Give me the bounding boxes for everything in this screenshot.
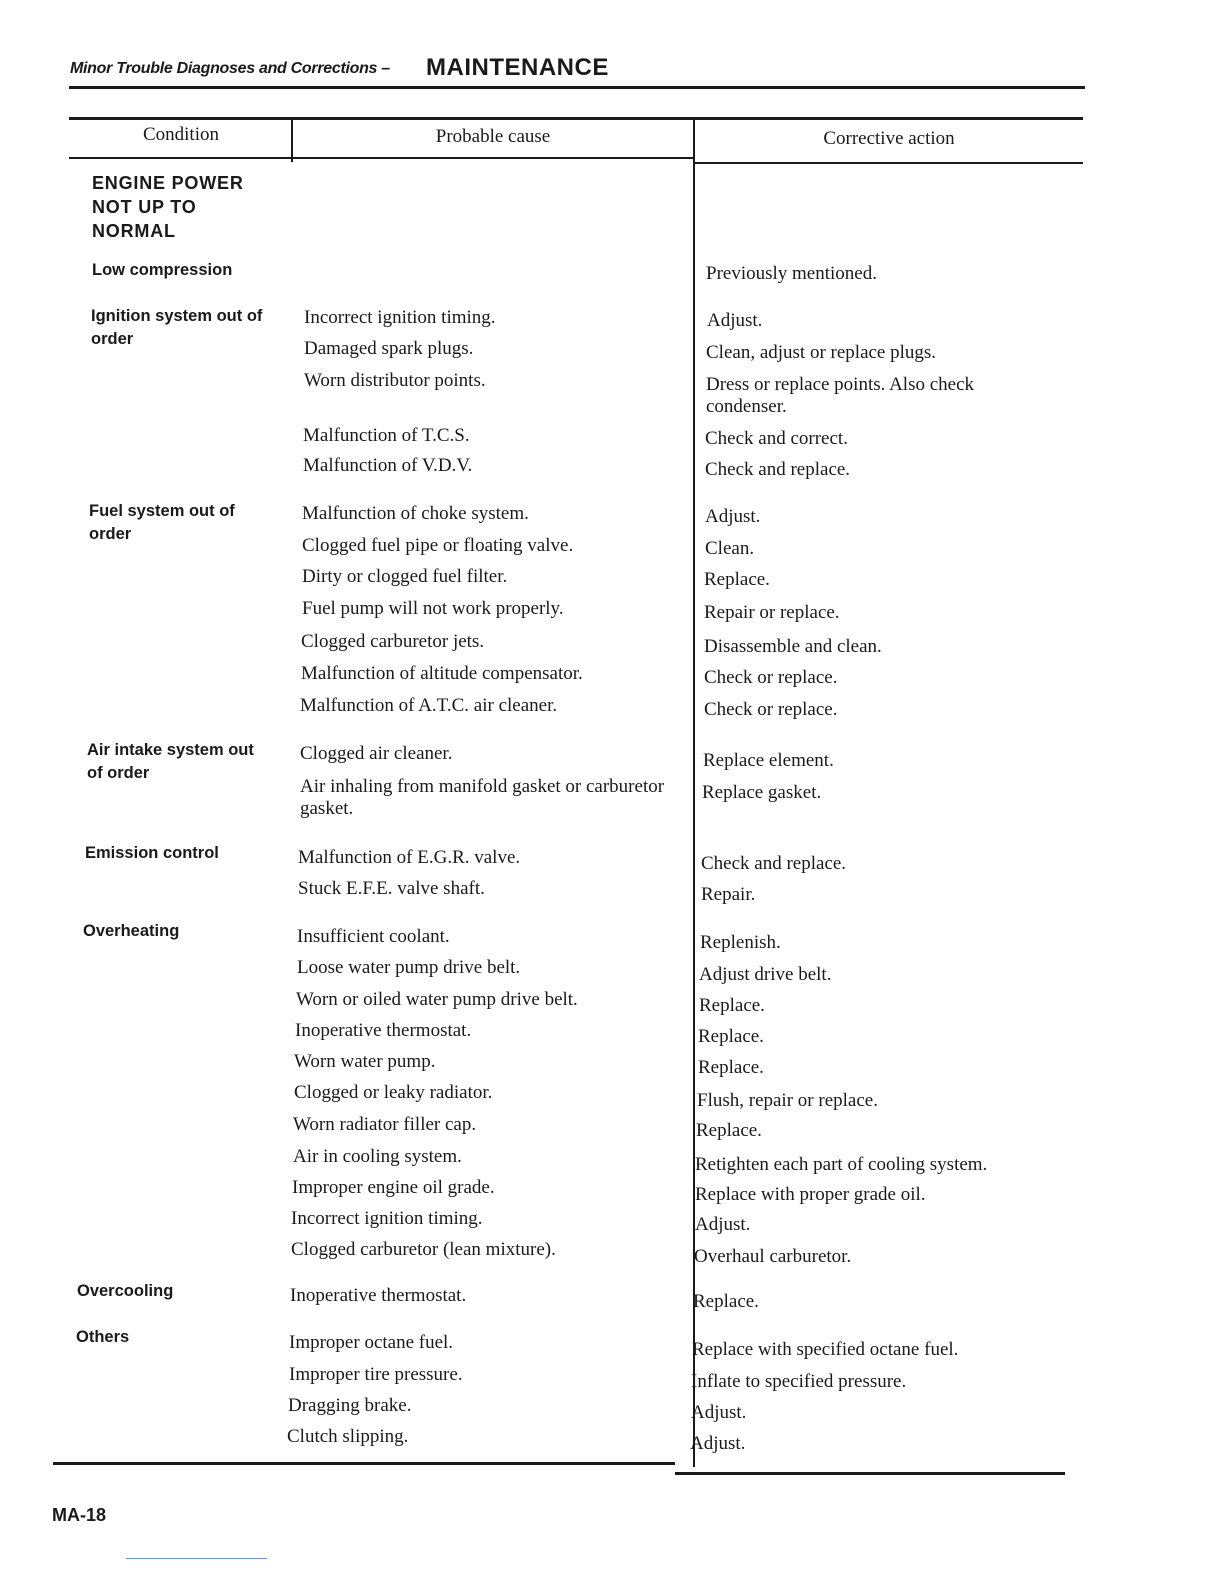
action-item: Replace. (698, 1057, 764, 1078)
cause-item: Clogged carburetor jets. (301, 631, 485, 652)
action-item: Check and replace. (701, 853, 847, 874)
table-top-rule (69, 117, 1083, 120)
running-head (70, 56, 1086, 90)
cause-item: Clogged carburetor (lean mixture). (291, 1239, 556, 1260)
cause-item: Clogged air cleaner. (300, 743, 453, 764)
condition-engine-power: ENGINE POWER NOT UP TO NORMAL (92, 173, 244, 241)
action-item: Check or replace. (704, 667, 838, 688)
condition-ignition-system: Ignition system out of order (91, 307, 263, 348)
cause-item: Improper tire pressure. (289, 1364, 463, 1385)
cause-item: Malfunction of T.C.S. (303, 425, 470, 446)
cause-item: Fuel pump will not work properly. (302, 598, 564, 619)
action-item: Repair or replace. (704, 602, 840, 623)
cause-item: Air inhaling from manifold gasket or carburetor gasket. (300, 776, 665, 819)
cause-item: Malfunction of choke system. (302, 503, 529, 524)
table-bottom-rule (53, 1462, 675, 1465)
column-header-probable-cause: Probable cause (435, 126, 551, 147)
cause-item: Clutch slipping. (287, 1426, 409, 1447)
cause-item: Loose water pump drive belt. (297, 957, 521, 978)
column-header-condition: Condition (142, 124, 219, 145)
cause-item: Clogged or leaky radiator. (294, 1082, 493, 1103)
action-item: Adjust. (690, 1433, 746, 1454)
action-item: Replace. (693, 1291, 759, 1312)
condition-fuel-system: Fuel system out of order (89, 502, 235, 543)
action-item: Clean. (705, 538, 755, 559)
section-title: Minor Trouble Diagnoses and Corrections – (70, 60, 390, 77)
footer-accent-line (126, 1558, 267, 1559)
condition-emission-control: Emission control (85, 844, 219, 862)
action-item: Replace gasket. (702, 782, 822, 803)
action-item: Replace with proper grade oil. (695, 1184, 926, 1205)
action-item: Replace. (696, 1120, 762, 1141)
cause-item: Malfunction of E.G.R. valve. (298, 847, 521, 868)
action-item: Inflate to specified pressure. (691, 1371, 907, 1392)
action-item: Replace element. (703, 750, 834, 771)
cause-item: Damaged spark plugs. (304, 338, 474, 359)
cause-item: Inoperative thermostat. (290, 1285, 467, 1306)
action-item: Check and correct. (705, 428, 848, 449)
condition-overcooling: Overcooling (77, 1282, 174, 1300)
condition-air-intake-system: Air intake system out of order (87, 741, 254, 782)
action-item: Replace. (704, 569, 770, 590)
action-item: Previously mentioned. (706, 263, 877, 284)
action-item: Replace. (699, 995, 765, 1016)
table-bottom-rule-right (675, 1472, 1065, 1475)
action-item: Retighten each part of cooling system. (695, 1154, 988, 1175)
header-rule (69, 86, 1085, 89)
action-item: Replace with specified octane fuel. (692, 1339, 959, 1360)
action-item: Clean, adjust or replace plugs. (706, 342, 937, 363)
cause-item: Worn water pump. (294, 1051, 436, 1072)
action-item: Adjust. (691, 1402, 747, 1423)
action-item: Check and replace. (705, 459, 851, 480)
page-title: MAINTENANCE (426, 54, 609, 81)
action-item: Check or replace. (704, 699, 838, 720)
table-header-rule-right (693, 162, 1083, 164)
table-header-rule-left (69, 157, 693, 159)
cause-item: Dirty or clogged fuel filter. (302, 566, 508, 587)
action-item: Replenish. (700, 932, 781, 953)
column-header-corrective-action: Corrective action (823, 128, 955, 149)
page-number: MA-18 (52, 1505, 107, 1525)
cause-item: Incorrect ignition timing. (304, 307, 496, 328)
cause-item: Incorrect ignition timing. (291, 1208, 483, 1229)
action-item: Overhaul carburetor. (694, 1246, 852, 1267)
cause-item: Insufficient coolant. (297, 926, 450, 947)
action-item: Disassemble and clean. (704, 636, 882, 657)
cause-item: Air in cooling system. (293, 1146, 462, 1167)
cause-item: Improper engine oil grade. (292, 1177, 495, 1198)
action-item: Adjust. (707, 310, 763, 331)
action-item: Flush, repair or replace. (697, 1090, 878, 1111)
condition-others: Others (76, 1328, 130, 1346)
cause-item: Dragging brake. (288, 1395, 412, 1416)
cause-item: Clogged fuel pipe or floating valve. (302, 535, 574, 556)
cause-item: Worn radiator filler cap. (293, 1114, 477, 1135)
action-item: Dress or replace points. Also check condenser. (706, 374, 975, 417)
action-item: Adjust drive belt. (699, 964, 832, 985)
cause-item: Stuck E.F.E. valve shaft. (298, 878, 485, 899)
cause-item: Malfunction of V.D.V. (303, 455, 473, 476)
action-item: Repair. (701, 884, 756, 905)
cause-item: Improper octane fuel. (289, 1332, 454, 1353)
cause-item: Malfunction of altitude compensator. (301, 663, 583, 684)
action-item: Adjust. (705, 506, 761, 527)
condition-overheating: Overheating (83, 922, 180, 940)
cause-item: Inoperative thermostat. (295, 1020, 472, 1041)
cause-item: Malfunction of A.T.C. air cleaner. (300, 695, 558, 716)
cause-item: Worn or oiled water pump drive belt. (296, 989, 578, 1010)
action-item: Replace. (698, 1026, 764, 1047)
condition-low-compression: Low compression (92, 261, 233, 279)
action-item: Adjust. (695, 1214, 751, 1235)
cause-item: Worn distributor points. (304, 370, 486, 391)
